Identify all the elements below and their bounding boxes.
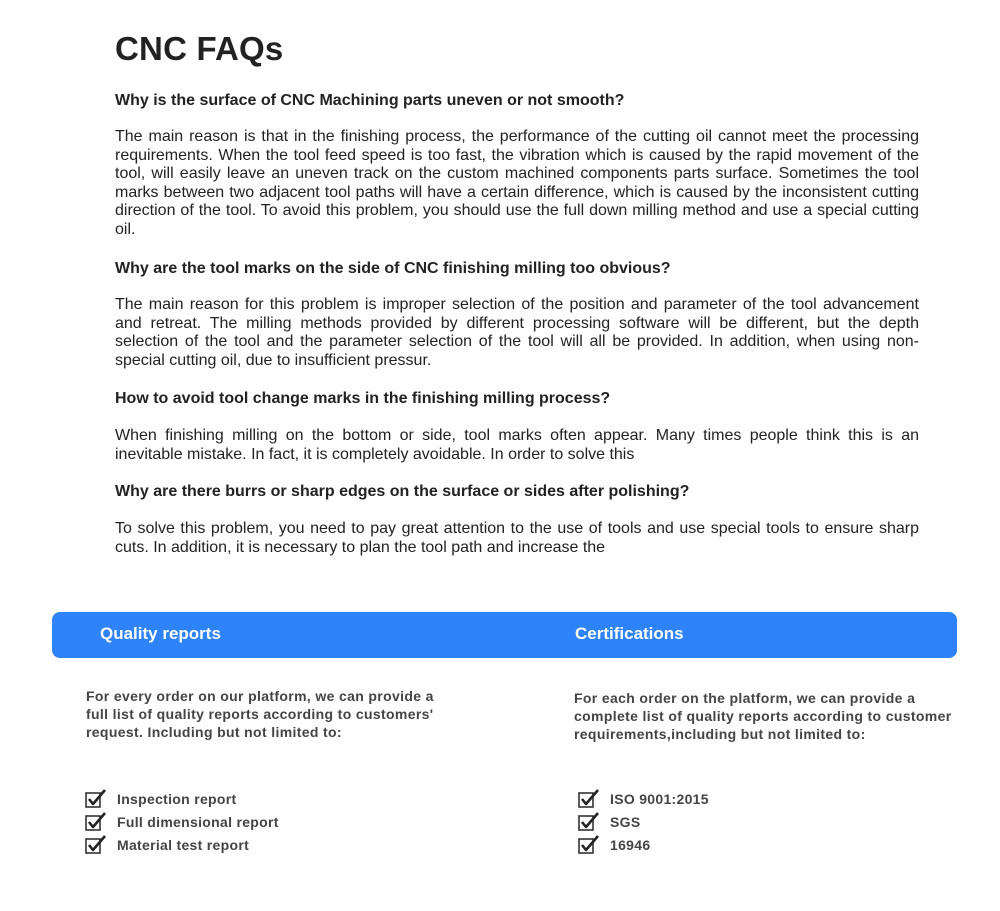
list-item (85, 833, 279, 856)
faq-answer-2: The main reason for this problem is improper selection of the position and parameter of the tool advancement and retreat. The milling methods provided by different processing software will be different, but the depth selection of the tool and the parameter selection of the tool will all be provided. In addition, when using non-special cutting oil, due to insufficient pressur. (115, 296, 919, 369)
quality-report-list (85, 787, 279, 856)
faq-answer-4: To solve this problem, you need to pay great attention to the use of tools and use special tools to ensure sharp cuts. In addition, it is necessary to plan the tool path and increase the (115, 520, 919, 556)
faq-question-3: How to avoid tool change marks in the finishing milling process? (115, 390, 611, 407)
faq-question-2: Why are the tool marks on the side of CNC finishing milling too obvious? (115, 260, 671, 277)
checkbox-checked-icon (85, 789, 107, 808)
faq-answer-3: When finishing milling on the bottom or side, tool marks often appear. Many times people think this is an inevitable mistake. In fact, it is completely avoidable. In order to solve this (115, 427, 919, 463)
quality-item-label: Material test report (117, 836, 250, 853)
faq-question-1: Why is the surface of CNC Machining parts uneven or not smooth? (115, 92, 625, 109)
checkbox-checked-icon (578, 789, 600, 808)
certification-item-label: 16946 (610, 836, 651, 853)
quality-item-label: Inspection report (117, 790, 237, 807)
checkbox-checked-icon (578, 835, 600, 854)
checkbox-checked-icon (85, 835, 107, 854)
certification-item-label: ISO 9001:2015 (610, 790, 709, 807)
certification-item-label: SGS (610, 813, 641, 830)
faq-section (115, 30, 919, 556)
faq-answer-1: The main reason is that in the finishing process, the performance of the cutting oil cannot meet the processing requirements. When the tool feed speed is too fast, the vibration which is caused by the rapid movement of the tool, will easily leave an uneven track on the custom machined components parts surface. Sometimes the tool marks between two adjacent tool paths will have a certain difference, which is caused by the inconsistent cutting direction of the tool. To avoid this problem, you should use the full down milling method and use a special cutting oil. (115, 128, 919, 238)
quality-description: For every order on our platform, we can provide a full list of quality reports according to customers' request. Including but not limited to: (86, 688, 434, 741)
list-item (578, 833, 709, 856)
list-item (85, 787, 279, 810)
list-item (578, 810, 709, 833)
certifications-list (578, 787, 709, 856)
list-item (85, 810, 279, 833)
checkbox-checked-icon (85, 812, 107, 831)
checkbox-checked-icon (578, 812, 600, 831)
page-title: CNC FAQs (115, 30, 284, 67)
faq-question-4: Why are there burrs or sharp edges on the surface or sides after polishing? (115, 483, 690, 500)
quality-reports-heading: Quality reports (100, 624, 221, 643)
section-header-band (52, 612, 957, 658)
list-item (578, 787, 709, 810)
quality-item-label: Full dimensional report (117, 813, 279, 830)
certifications-description: For each order on the platform, we can provide a complete list of quality reports according to customer requirements,including but not limited to: (574, 690, 952, 743)
certifications-heading: Certifications (575, 624, 684, 643)
